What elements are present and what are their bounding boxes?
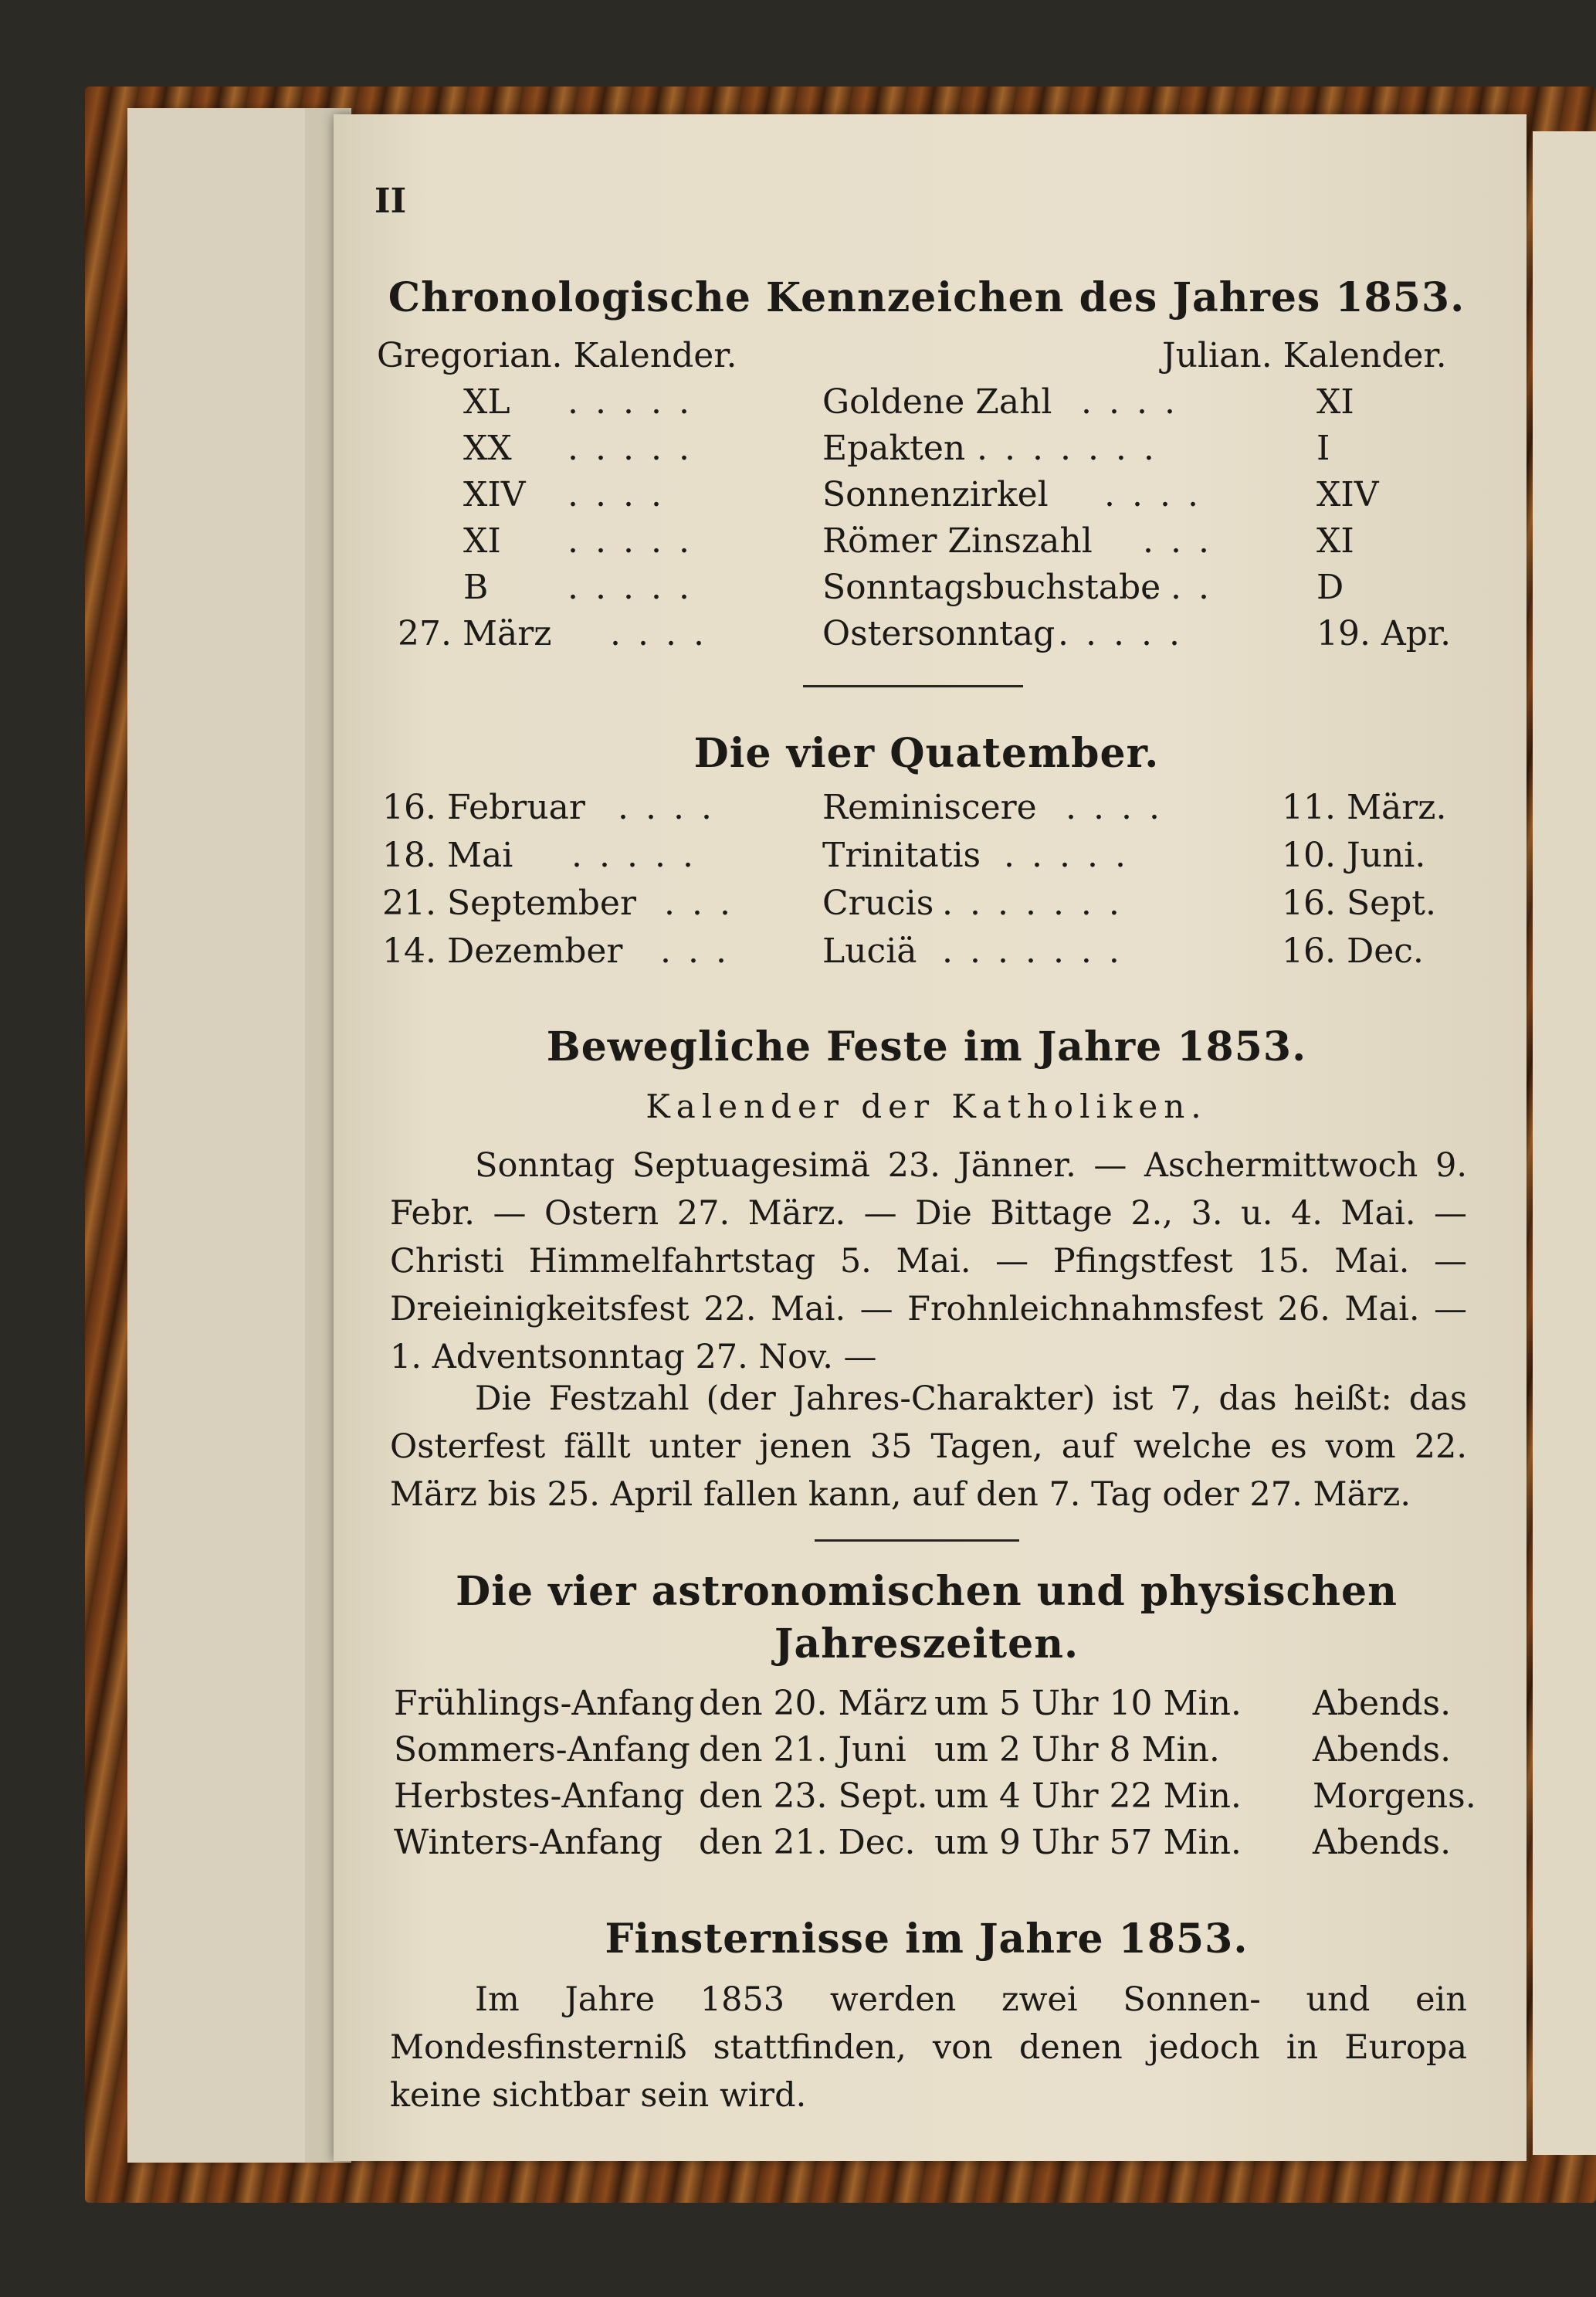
row-label: Luciä (822, 931, 917, 971)
season-date: den 23. Sept. (699, 1776, 928, 1816)
season-name: Herbstes-Anfang (394, 1776, 685, 1816)
season-date: den 21. Juni (699, 1730, 906, 1769)
season-name: Frühlings-Anfang (394, 1684, 695, 1723)
greg-value: B (463, 568, 489, 607)
chronology-title: Chronologische Kennzeichen des Jahres 1853. (388, 274, 1466, 321)
back-page (127, 108, 328, 2163)
divider (815, 1539, 1019, 1542)
jul-value: 16. Dec. (1282, 931, 1424, 971)
jul-value: I (1316, 429, 1330, 468)
season-name: Sommers-Anfang (394, 1730, 690, 1769)
jul-value: 10. Juni. (1282, 836, 1426, 875)
feste-subtitle: Kalender der Katholiken. (646, 1087, 1208, 1125)
season-time: um 2 Uhr 8 Min. (934, 1730, 1220, 1769)
greg-value: XI (463, 521, 501, 561)
festzahl-text: Die Festzahl (der Jahres-Charakter) ist 7, das heißt: das Osterfest fällt unter jenen 35 Tagen, auf welche es vom 22. März bis 25. April fallen kann, auf den 7. Tag oder 27. März. (390, 1379, 1467, 1514)
jul-value: XI (1316, 382, 1354, 422)
greg-value: 21. September (382, 884, 636, 923)
greg-value: XL (463, 382, 510, 422)
seasons-title-line1: Die vier astronomischen und physischen (456, 1568, 1398, 1615)
finsternisse-text: Im Jahre 1853 werden zwei Sonnen- und ein Mondesfinsterniß stattfinden, von denen jedoch in Europa keine sichtbar sein wird. (390, 1980, 1467, 2115)
greg-value: XIV (463, 475, 526, 514)
row-label: Reminiscere (822, 788, 1037, 827)
season-time: um 9 Uhr 57 Min. (934, 1823, 1242, 1862)
jul-value: 16. Sept. (1282, 884, 1436, 923)
season-date: den 21. Dec. (699, 1823, 916, 1862)
row-label: Sonntagsbuchstabe (822, 568, 1161, 607)
col-gregorian: Gregorian. Kalender. (377, 336, 737, 375)
page-number: II (374, 182, 407, 221)
row-label: Epakten (822, 429, 966, 468)
season-part: Abends. (1313, 1684, 1452, 1723)
greg-value: 27. März (398, 614, 552, 653)
row-label: Ostersonntag (822, 614, 1056, 653)
season-time: um 5 Uhr 10 Min. (934, 1684, 1242, 1723)
seasons-title-line2: Jahreszeiten. (774, 1620, 1079, 1668)
row-label: Sonnenzirkel (822, 475, 1049, 514)
feste-text: Sonntag Septuagesimä 23. Jänner. — Aschermittwoch 9. Febr. — Ostern 27. März. — Die Bittage 2., 3. u. 4. Mai. — Christi Himmelfahrtstag 5. Mai. — Pfingstfest 15. Mai. — Dreieinigkeitsfest 22. Mai. — Frohnleichnahmsfest 26. Mai. — 1. Adventsonntag 27. Nov. — (390, 1146, 1467, 1376)
jul-value: D (1316, 568, 1344, 607)
row-label: Crucis (822, 884, 934, 923)
quatember-title: Die vier Quatember. (693, 730, 1160, 777)
row-label: Römer Zinszahl (822, 521, 1093, 561)
jul-value: 11. März. (1282, 788, 1447, 827)
jul-value: 19. Apr. (1316, 614, 1452, 653)
season-time: um 4 Uhr 22 Min. (934, 1776, 1242, 1816)
divider (803, 685, 1023, 687)
jul-value: XIV (1316, 475, 1379, 514)
season-date: den 20. März (699, 1684, 927, 1723)
greg-value: XX (463, 429, 512, 468)
row-label: Trinitatis (822, 836, 981, 875)
greg-value: 18. Mai (382, 836, 513, 875)
feste-title: Bewegliche Feste im Jahre 1853. (546, 1023, 1307, 1070)
jul-value: XI (1316, 521, 1354, 561)
greg-value: 14. Dezember (382, 931, 623, 971)
finsternisse-title: Finsternisse im Jahre 1853. (605, 1915, 1249, 1963)
season-name: Winters-Anfang (394, 1823, 663, 1862)
col-julian: Julian. Kalender. (1162, 336, 1447, 375)
row-label: Goldene Zahl (822, 382, 1052, 422)
next-page-edge (1533, 131, 1596, 2155)
season-part: Morgens. (1313, 1776, 1476, 1816)
season-part: Abends. (1313, 1730, 1452, 1769)
season-part: Abends. (1313, 1823, 1452, 1862)
greg-value: 16. Februar (382, 788, 585, 827)
